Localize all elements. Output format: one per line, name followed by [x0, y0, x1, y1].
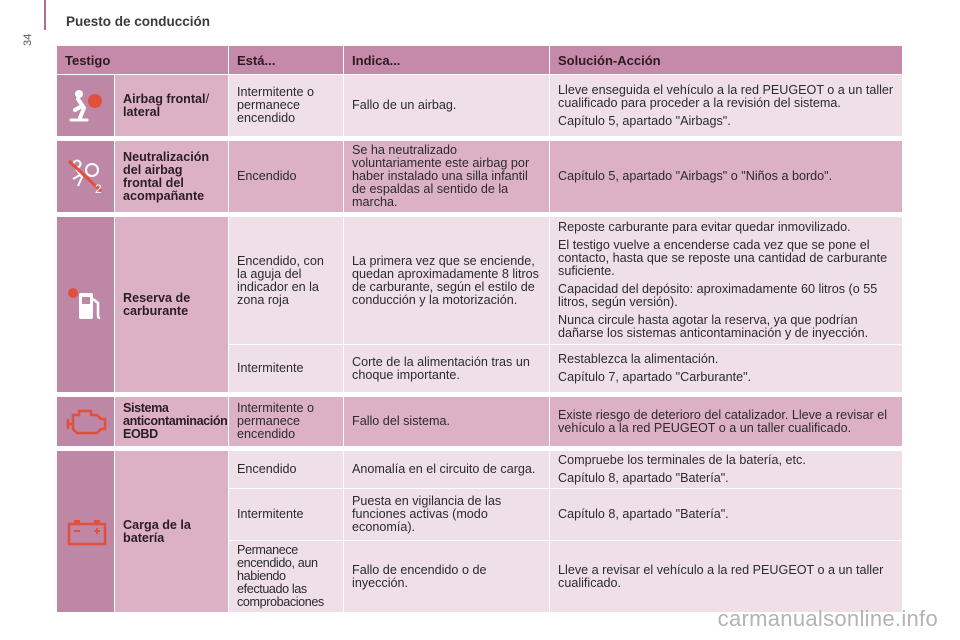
indicates-cell: Fallo del sistema.: [344, 396, 550, 446]
column-header-testigo: Testigo: [57, 46, 229, 74]
warning-name: Neutralización del airbag frontal del acompañante: [115, 140, 229, 212]
battery-icon: [57, 450, 115, 612]
solution-cell: Existe riesgo de deterioro del catalizador. Lleve a revisar el vehículo a la red PEUGEOT o a un taller cualificado.: [550, 396, 903, 446]
section-side-bar: [44, 0, 46, 30]
solution-cell: Capítulo 8, apartado "Batería".: [550, 488, 903, 540]
indicates-cell: La primera vez que se enciende, quedan aproximadamente 8 litros de carburante, según el estilo de conducción y la motorización.: [344, 216, 550, 344]
warning-lights-table: [57, 46, 903, 612]
state-cell: Intermitente o permanece encendido: [229, 396, 344, 446]
warning-name: Airbag frontal/ lateral: [115, 74, 229, 136]
state-cell: Encendido: [229, 450, 344, 488]
page-number: 34: [22, 33, 34, 46]
column-header-indica: Indica...: [344, 46, 550, 74]
indicates-cell: Anomalía en el circuito de carga.: [344, 450, 550, 488]
indicates-cell: Fallo de un airbag.: [344, 74, 550, 136]
solution-cell: Compruebe los terminales de la batería, etc. Capítulo 8, apartado "Batería".: [550, 450, 903, 488]
indicates-cell: Se ha neutralizado voluntariamente este airbag por haber instalado una silla infantil de espaldas al sentido de la marcha.: [344, 140, 550, 212]
airbag-warning-icon: [57, 74, 115, 136]
table-header-row: [57, 46, 903, 74]
indicates-cell: Fallo de encendido o de inyección.: [344, 540, 550, 612]
solution-cell: Lleve enseguida el vehículo a la red PEUGEOT o a un taller cualificado para proceder a la revisión del sistema. Capítulo 5, apartado "Airbags".: [550, 74, 903, 136]
state-cell: Encendido: [229, 140, 344, 212]
column-header-esta: Está...: [229, 46, 344, 74]
fuel-pump-icon: [57, 216, 115, 392]
indicates-cell: Puesta en vigilancia de las funciones activas (modo economía).: [344, 488, 550, 540]
state-cell: Intermitente o permanece encendido: [229, 74, 344, 136]
svg-text:2: 2: [95, 181, 102, 196]
solution-cell: Lleve a revisar el vehículo a la red PEUGEOT o a un taller cualificado.: [550, 540, 903, 612]
state-cell: Permanece encendido, aun habiendo efectuado las comprobaciones: [229, 540, 344, 612]
state-cell: Intermitente: [229, 344, 344, 392]
warning-name: Carga de la batería: [115, 450, 229, 612]
solution-cell: Restablezca la alimentación. Capítulo 7, apartado "Carburante".: [550, 344, 903, 392]
table-row: [57, 74, 903, 136]
warning-name: Reserva de carburante: [115, 216, 229, 392]
indicates-cell: Corte de la alimentación tras un choque importante.: [344, 344, 550, 392]
watermark: carmanualsonline.info: [717, 606, 938, 631]
table-row: [57, 140, 903, 212]
table-row: [57, 396, 903, 446]
warning-name: Sistema anticontaminación EOBD: [115, 396, 229, 446]
state-cell: Encendido, con la aguja del indicador en la zona roja: [229, 216, 344, 344]
solution-cell: Capítulo 5, apartado "Airbags" o "Niños a bordo".: [550, 140, 903, 212]
solution-cell: Reposte carburante para evitar quedar inmovilizado. El testigo vuelve a encenderse cada vez que se pone el contacto, hasta que se reposte una cantidad de carburante suficiente. Capacidad del depósito: aproximadamente 60 litros (o 55 litros, según versión). Nunca circule hasta agotar la reserva, ya que podrían dañarse los sistemas anticontaminación y de inyección.: [550, 216, 903, 344]
section-title: Puesto de conducción: [66, 14, 211, 29]
table-row: [57, 450, 903, 488]
table-row: [57, 216, 903, 344]
state-cell: Intermitente: [229, 488, 344, 540]
column-header-solucion: Solución-Acción: [550, 46, 903, 74]
engine-check-icon: [57, 396, 115, 446]
passenger-airbag-off-icon: [57, 140, 115, 212]
